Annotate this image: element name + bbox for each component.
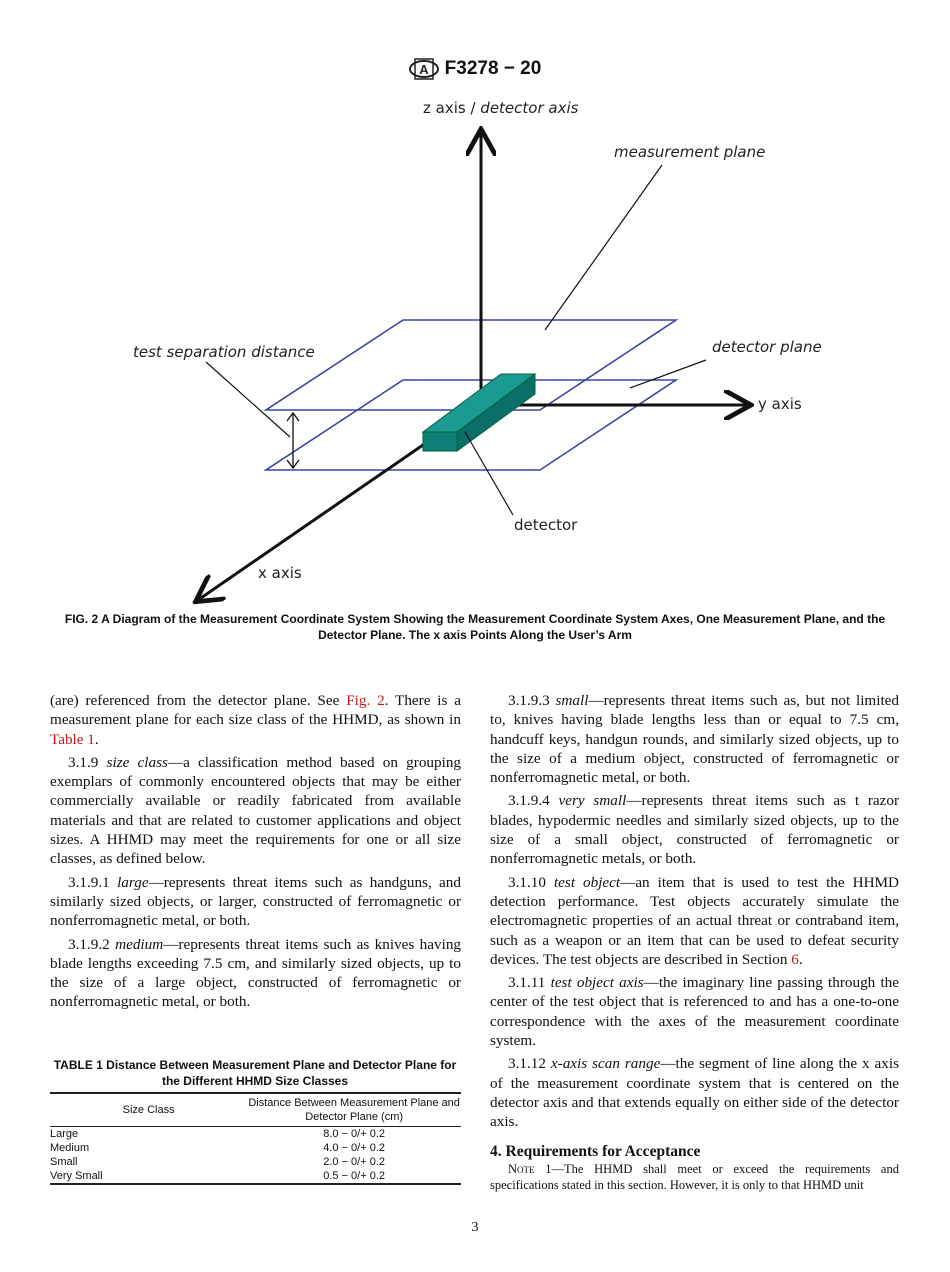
fig2-link[interactable]: Fig. 2 (346, 692, 385, 709)
y-axis-label: y axis (758, 395, 802, 413)
astm-logo-icon (409, 56, 439, 82)
cell: Very Small (50, 1169, 247, 1184)
paragraph-3-1-9-1: 3.1.9.1 large—represents threat items such as handguns, and similarly sized objects, or larger, constructed of ferromagnetic or nonferromagnetic metal, or both. (50, 873, 461, 930)
paragraph-3-1-11: 3.1.11 test object axis—the imaginary line passing through the center of the test object that is referenced to and has a one-to-one correspondence with the axes of the measurement coordinate system. (490, 974, 899, 1050)
table-row (50, 1141, 461, 1155)
table-row (50, 1155, 461, 1169)
paragraph-3-1-9-3: 3.1.9.3 small—represents threat items such as, but not limited to, knives having blade lengths less than or equal to 7.5 cm, handcuff keys, handgun rounds, and similarly sized objects, up to the size of a medium object, constructed of ferromagnetic or nonferromagnetic metal, or both. (490, 692, 900, 787)
cell: Medium (50, 1142, 90, 1154)
table-row (50, 1127, 461, 1142)
figure-2-diagram (0, 90, 950, 610)
detector-label: detector (514, 516, 578, 534)
paragraph-3-1-10: 3.1.10 test object—an item that is used to test the HHMD detection performance. Test objects accurately simulate the electromagnetic properties of an actual threat or contraband item, such as a weapon or an item that can be used to defeat security devices. The test objects are described in Section 6. (490, 873, 900, 968)
left-column (50, 691, 461, 1016)
cell: Large (50, 1128, 79, 1140)
z-axis-label: z axis / detector axis (423, 99, 579, 117)
measurement-plane-label: measurement plane (614, 143, 766, 161)
cell: Small (50, 1156, 78, 1168)
cell: 4.0 − 0/+ 0.2 (323, 1142, 386, 1154)
document-designation: F3278 − 20 (444, 58, 542, 80)
table-title: TABLE 1 Distance Between Measurement Plane and Detector Plane for the Different HHMD Size Classes (53, 1058, 457, 1088)
cell: 0.5 − 0/+ 0.2 (247, 1169, 461, 1184)
page-number: 3 (471, 1220, 479, 1235)
detector-plane-label: detector plane (712, 338, 822, 356)
figure-caption: FIG. 2 A Diagram of the Measurement Coordinate System Showing the Measurement Coordinate System Axes, One Measurement Plane, and the Detector Plane. The x axis Points Along the User’s Arm (64, 612, 886, 642)
paragraph-3-1-9-4: 3.1.9.4 very small—represents threat items such as t razor blades, hypodermic needles and similarly sized objects, up to the size of a small object, constructed of ferromagnetic or nonferromagnetic metals, or both. (490, 792, 900, 868)
section6-link[interactable]: 6 (791, 950, 799, 968)
paragraph-continued: (are) referenced from the detector plane. See Fig. 2. There is a measurement plane for each size class of the HHMD, as shown in Table 1. (50, 692, 462, 748)
table-header: Size Class (50, 1093, 247, 1127)
size-class-table (50, 1092, 461, 1185)
page-header (0, 56, 950, 82)
paragraph-3-1-12: 3.1.12 x-axis scan range—the segment of line along the x axis of the measurement coordinate system that is centered on the detector axis and that extends equally on either side of the detector axis. (490, 1055, 899, 1131)
paragraph-3-1-9: 3.1.9 size class—a classification method based on grouping exemplars of commonly encountered objects that may be either commercially available or readily fabricated from available materials and that are related to customer applications and object sizes. A HHMD may meet the requirements for one or all size classes, as defined below. (50, 753, 462, 868)
svg-text:A: A (418, 62, 429, 77)
test-separation-label: test separation distance (133, 343, 315, 361)
x-axis-label: x axis (258, 564, 302, 582)
note-1: Note 1—The HHMD shall meet or exceed the requirements and specifications stated in this section. However, it is only to that HHMD unit (490, 1161, 899, 1192)
table-row (50, 1169, 461, 1184)
table-header: Distance Between Measurement Plane and Detector Plane (cm) (247, 1093, 461, 1127)
table1-link[interactable]: Table 1 (50, 730, 95, 748)
cell: 2.0 − 0/+ 0.2 (323, 1156, 386, 1168)
right-column (490, 691, 899, 1197)
detector-box (423, 374, 535, 451)
cell: 8.0 − 0/+ 0.2 (323, 1128, 386, 1140)
section-heading: 4. Requirements for Acceptance (490, 1142, 701, 1160)
paragraph-3-1-9-2: 3.1.9.2 medium—represents threat items such as knives having blade lengths exceeding 7.5 cm, and similarly sized objects, up to the size of a large object, constructed of ferromagnetic or nonferromagnetic metal, or both. (50, 935, 462, 1011)
